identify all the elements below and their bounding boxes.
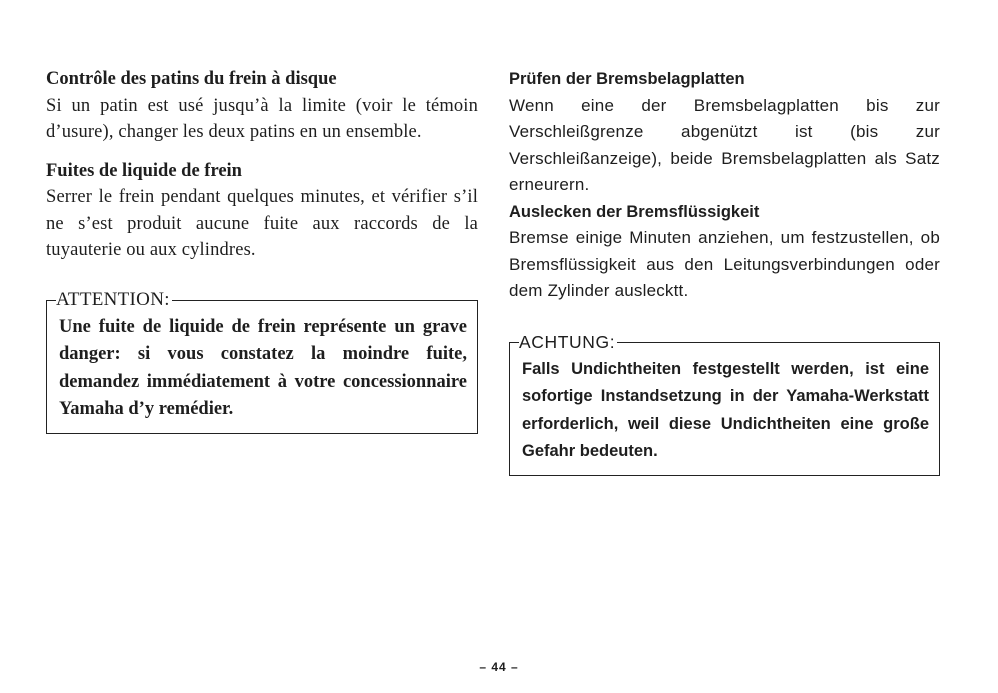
fr-attention-label: ATTENTION: bbox=[56, 288, 170, 310]
de-attention-box bbox=[509, 330, 940, 476]
fr-attention-box bbox=[46, 288, 478, 434]
fr-section1-heading: Contrôle des patins du frein à disque bbox=[46, 69, 337, 89]
page-number: – 44 – bbox=[479, 660, 519, 674]
fr-attention-text: Une fuite de liquide de frein représente un grave danger: si vous constatez la moindre fuite, demandez immédiatement à votre concessionnaire Yamaha d’y remédier. bbox=[46, 302, 478, 434]
fr-section2-heading: Fuites de liquide de frein bbox=[46, 160, 242, 181]
de-section1-text: Wenn eine der Bremsbelagplatten bis zur Verschleißgrenze abgenützt ist (bis zur Verschleißanzeige), beide Bremsbelagplatten als Satz erneurern. bbox=[509, 95, 940, 194]
de-section2-text: Bremse einige Minuten anziehen, um festzustellen, ob Bremsflüssigkeit aus den Leitungsverbindungen oder dem Zylinder auslecktt. bbox=[509, 228, 940, 300]
de-section2-heading: Auslecken der Bremsflüssigkeit bbox=[509, 202, 760, 221]
de-attention-text: Falls Undichtheiten festgestellt werden, ist eine sofortige Instandsetzung in der Yamaha-Werkstatt erforderlich, weil diese Undichtheiten eine große Gefahr bedeuten. bbox=[509, 344, 940, 476]
german-column bbox=[509, 66, 940, 476]
french-column bbox=[46, 66, 478, 434]
de-attention-label: ACHTUNG: bbox=[519, 331, 616, 352]
fr-section2-text: Serrer le frein pendant quelques minutes, et vérifier s’il ne s’est produit aucune fuite aux raccords de la tuyauterie ou aux cylindres. bbox=[46, 187, 478, 260]
de-section1-heading: Prüfen der Bremsbelagplatten bbox=[509, 70, 745, 88]
fr-section1-text: Si un patin est usé jusqu’à la limite (voir le témoin d’usure), changer les deux patins en un ensemble. bbox=[46, 95, 478, 142]
